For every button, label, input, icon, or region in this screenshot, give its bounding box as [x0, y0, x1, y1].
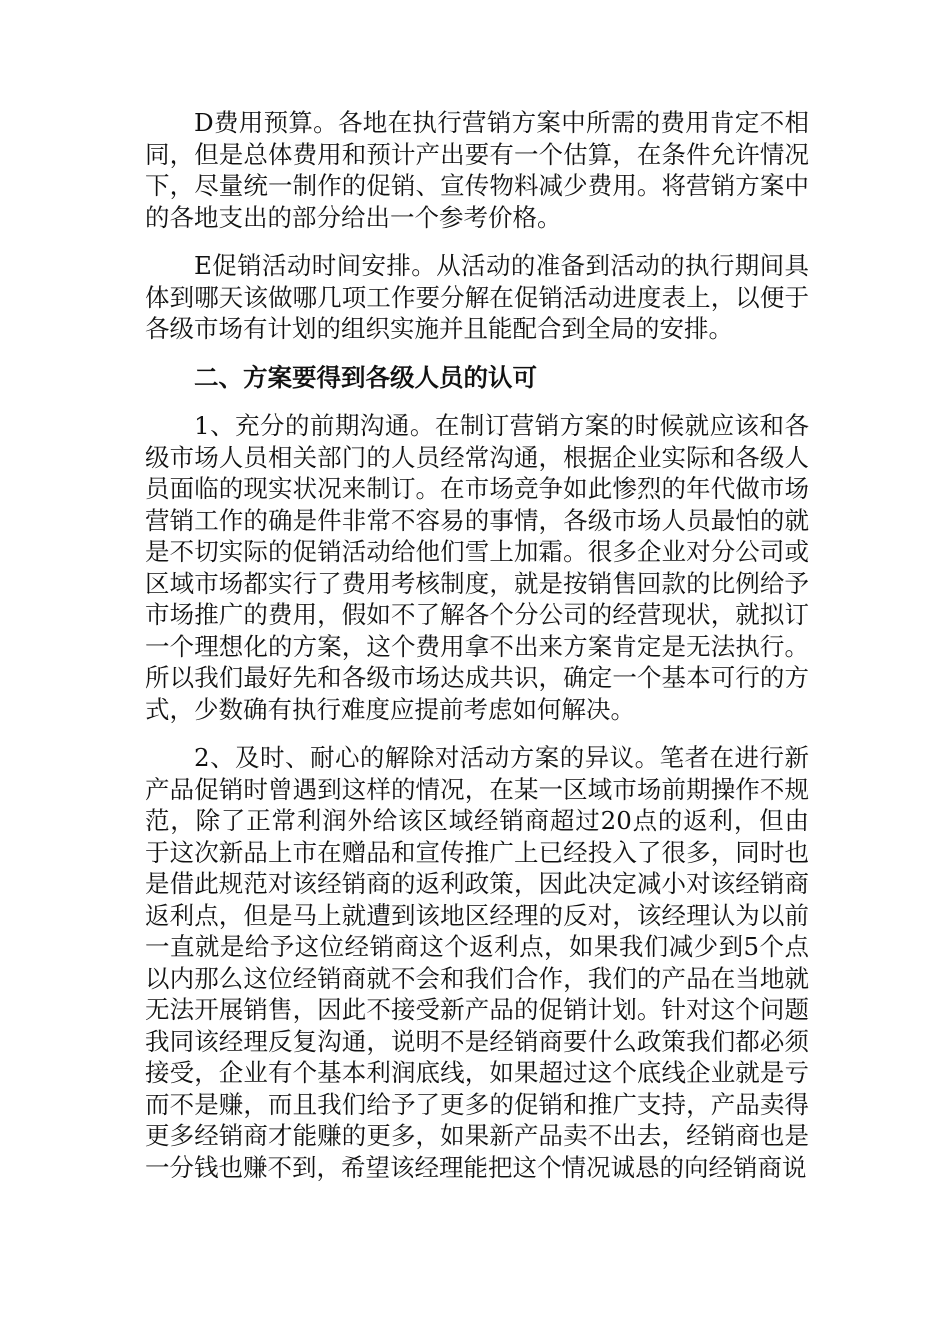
- paragraph-1-communication: 1、充分的前期沟通。在制订营销方案的时候就应该和各级市场人员相关部门的人员经常沟通，根据企业实际和各级人员面临的现实状况来制订。在市场竞争如此惨烈的年代做市场营销工作的确是件非常不容易的事情，各级市场人员最怕的就是不切实际的促销活动给他们雪上加霜。很多企业对分公司或区域市场都实行了费用考核制度，就是按销售回款的比例给予市场推广的费用，假如不了解各个分公司的经营现状，就拟订一个理想化的方案，这个费用拿不出来方案肯定是无法执行。所以我们最好先和各级市场达成共识，确定一个基本可行的方式，少数确有执行难度应提前考虑如何解决。: [145, 411, 809, 724]
- paragraph-d-budget: D费用预算。各地在执行营销方案中所需的费用肯定不相同，但是总体费用和预计产出要有一个估算，在条件允许情况下，尽量统一制作的促销、宣传物料减少费用。将营销方案中的各地支出的部分给出一个参考价格。: [145, 108, 809, 232]
- paragraph-e-schedule: E促销活动时间安排。从活动的准备到活动的执行期间具体到哪天该做哪几项工作要分解在促销活动进度表上，以便于各级市场有计划的组织实施并且能配合到全局的安排。: [145, 251, 809, 343]
- section-heading: 二、方案要得到各级人员的认可: [194, 362, 537, 392]
- document-page: [145, 107, 809, 1200]
- paragraph-2-objections: 2、及时、耐心的解除对活动方案的异议。笔者在进行新产品促销时曾遇到这样的情况，在某一区域市场前期操作不规范，除了正常利润外给该区域经销商超过20点的返利，但由于这次新品上市在赠品和宣传推广上已经投入了很多，同时也是借此规范对该经销商的返利政策，因此决定减小对该经销商返利点，但是马上就遭到该地区经理的反对，该经理认为以前一直就是给予这位经销商这个返利点，如果我们减少到5个点以内那么这位经销商就不会和我们合作，我们的产品在当地就无法开展销售，因此不接受新产品的促销计划。针对这个问题我同该经理反复沟通，说明不是经销商要什么政策我们都必须接受，企业有个基本利润底线，如果超过这个底线企业就是亏而不是赚，而且我们给予了更多的促销和推广支持，产品卖得更多经销商才能赚的更多，如果新产品卖不出去，经销商也是一分钱也赚不到，希望该经理能把这个情况诚恳的向经销商说: [145, 743, 809, 1182]
